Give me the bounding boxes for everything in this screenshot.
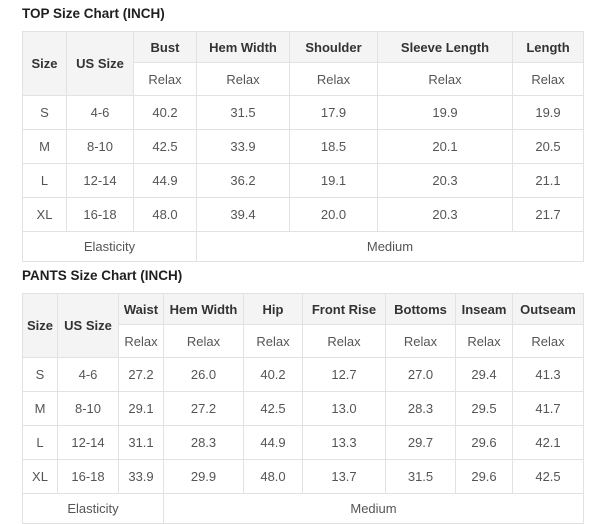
fit-cell: Relax (197, 63, 290, 96)
pants-header-row (23, 294, 584, 325)
size-cell: M (23, 130, 67, 164)
value-cell: 20.3 (378, 164, 513, 198)
value-cell: 17.9 (290, 96, 378, 130)
pants-header-outseam: Outseam (513, 294, 584, 325)
us-size-cell: 8-10 (58, 392, 119, 426)
table-row (23, 460, 584, 494)
value-cell: 21.1 (513, 164, 584, 198)
table-row (23, 358, 584, 392)
us-size-cell: 12-14 (58, 426, 119, 460)
value-cell: 21.7 (513, 198, 584, 232)
us-size-cell: 4-6 (58, 358, 119, 392)
pants-size-chart-table (22, 293, 584, 524)
top-size-chart-title: TOP Size Chart (INCH) (22, 6, 165, 21)
top-header-length: Length (513, 32, 584, 63)
pants-size-chart-section (22, 268, 600, 524)
value-cell: 19.1 (290, 164, 378, 198)
fit-cell: Relax (164, 325, 244, 358)
size-cell: XL (23, 198, 67, 232)
pants-header-front-rise: Front Rise (303, 294, 386, 325)
size-cell: S (23, 96, 67, 130)
fit-cell: Relax (303, 325, 386, 358)
value-cell: 20.5 (513, 130, 584, 164)
top-header-sleeve-length: Sleeve Length (378, 32, 513, 63)
value-cell: 13.7 (303, 460, 386, 494)
top-header-bust: Bust (134, 32, 197, 63)
value-cell: 48.0 (134, 198, 197, 232)
value-cell: 42.5 (244, 392, 303, 426)
table-row (23, 426, 584, 460)
size-cell: XL (23, 460, 58, 494)
value-cell: 12.7 (303, 358, 386, 392)
value-cell: 41.7 (513, 392, 584, 426)
fit-cell: Relax (456, 325, 513, 358)
value-cell: 29.6 (456, 426, 513, 460)
value-cell: 28.3 (386, 392, 456, 426)
elasticity-row (23, 494, 584, 524)
fit-cell: Relax (119, 325, 164, 358)
size-cell: S (23, 358, 58, 392)
pants-header-hip: Hip (244, 294, 303, 325)
us-size-cell: 16-18 (67, 198, 134, 232)
pants-header-waist: Waist (119, 294, 164, 325)
value-cell: 31.1 (119, 426, 164, 460)
elasticity-row (23, 232, 584, 262)
value-cell: 13.0 (303, 392, 386, 426)
size-cell: M (23, 392, 58, 426)
fit-cell: Relax (244, 325, 303, 358)
table-row (23, 392, 584, 426)
value-cell: 41.3 (513, 358, 584, 392)
fit-cell: Relax (513, 325, 584, 358)
value-cell: 19.9 (513, 96, 584, 130)
pants-size-chart-title: PANTS Size Chart (INCH) (22, 268, 183, 283)
value-cell: 27.2 (119, 358, 164, 392)
fit-cell: Relax (290, 63, 378, 96)
fit-cell: Relax (386, 325, 456, 358)
fit-cell: Relax (134, 63, 197, 96)
value-cell: 26.0 (164, 358, 244, 392)
value-cell: 20.0 (290, 198, 378, 232)
fit-cell: Relax (378, 63, 513, 96)
value-cell: 33.9 (197, 130, 290, 164)
value-cell: 29.9 (164, 460, 244, 494)
size-cell: L (23, 426, 58, 460)
value-cell: 42.5 (134, 130, 197, 164)
value-cell: 48.0 (244, 460, 303, 494)
value-cell: 20.3 (378, 198, 513, 232)
value-cell: 29.4 (456, 358, 513, 392)
value-cell: 29.7 (386, 426, 456, 460)
top-header-row (23, 32, 584, 63)
pants-header-us-size: US Size (58, 294, 119, 358)
size-cell: L (23, 164, 67, 198)
us-size-cell: 12-14 (67, 164, 134, 198)
value-cell: 18.5 (290, 130, 378, 164)
top-header-shoulder: Shoulder (290, 32, 378, 63)
value-cell: 42.1 (513, 426, 584, 460)
top-header-hem-width: Hem Width (197, 32, 290, 63)
pants-header-hem-width: Hem Width (164, 294, 244, 325)
value-cell: 40.2 (244, 358, 303, 392)
value-cell: 42.5 (513, 460, 584, 494)
value-cell: 29.6 (456, 460, 513, 494)
pants-header-inseam: Inseam (456, 294, 513, 325)
value-cell: 27.2 (164, 392, 244, 426)
us-size-cell: 16-18 (58, 460, 119, 494)
elasticity-value: Medium (197, 232, 584, 262)
us-size-cell: 8-10 (67, 130, 134, 164)
value-cell: 33.9 (119, 460, 164, 494)
value-cell: 29.1 (119, 392, 164, 426)
value-cell: 44.9 (134, 164, 197, 198)
value-cell: 20.1 (378, 130, 513, 164)
top-size-chart-section (22, 6, 600, 262)
value-cell: 19.9 (378, 96, 513, 130)
value-cell: 39.4 (197, 198, 290, 232)
top-header-size: Size (23, 32, 67, 96)
value-cell: 28.3 (164, 426, 244, 460)
value-cell: 31.5 (386, 460, 456, 494)
value-cell: 36.2 (197, 164, 290, 198)
value-cell: 27.0 (386, 358, 456, 392)
table-row (23, 130, 584, 164)
value-cell: 40.2 (134, 96, 197, 130)
elasticity-label: Elasticity (23, 494, 164, 524)
us-size-cell: 4-6 (67, 96, 134, 130)
value-cell: 44.9 (244, 426, 303, 460)
value-cell: 29.5 (456, 392, 513, 426)
table-row (23, 96, 584, 130)
value-cell: 13.3 (303, 426, 386, 460)
table-row (23, 164, 584, 198)
value-cell: 31.5 (197, 96, 290, 130)
pants-header-bottoms: Bottoms (386, 294, 456, 325)
elasticity-value: Medium (164, 494, 584, 524)
top-size-chart-table (22, 31, 584, 262)
top-header-us-size: US Size (67, 32, 134, 96)
fit-cell: Relax (513, 63, 584, 96)
elasticity-label: Elasticity (23, 232, 197, 262)
pants-header-size: Size (23, 294, 58, 358)
table-row (23, 198, 584, 232)
